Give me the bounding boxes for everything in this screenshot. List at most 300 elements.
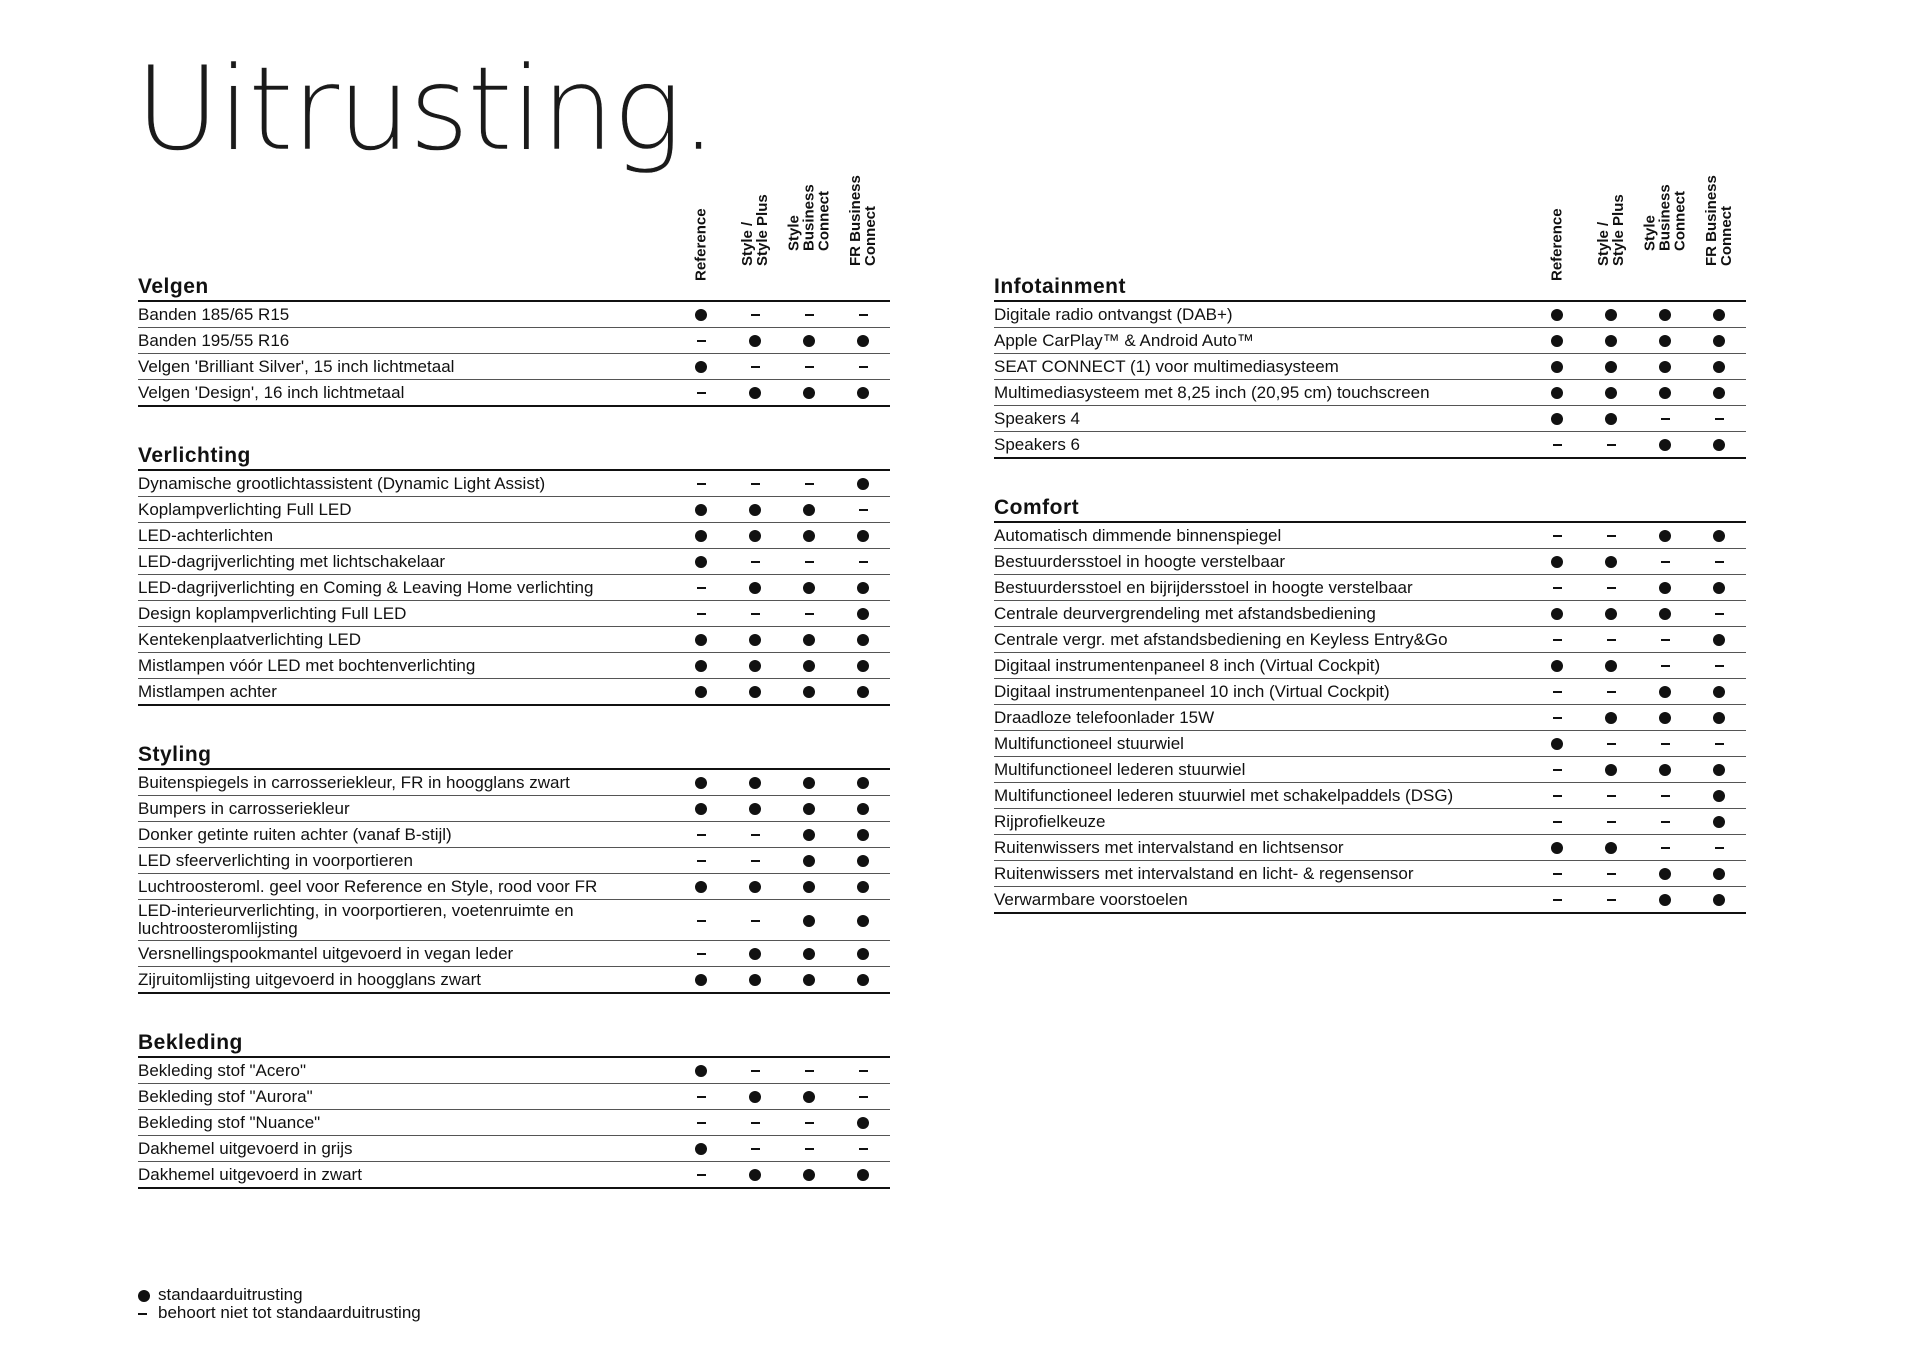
- table-cell: [1584, 839, 1638, 857]
- table-cell: [674, 852, 728, 870]
- dash-icon: [1553, 795, 1562, 797]
- table-cell: [1530, 657, 1584, 675]
- table-cell: [836, 1088, 890, 1106]
- table-cell: [1584, 332, 1638, 350]
- column-headers: [674, 175, 890, 296]
- table-cell: [782, 1062, 836, 1080]
- table-row: [994, 549, 1746, 575]
- filled-dot-icon: [1659, 335, 1671, 347]
- section-title: Bekleding: [138, 1031, 243, 1054]
- table-cell: [1638, 813, 1692, 831]
- dash-icon: [1661, 665, 1670, 667]
- table-cell: [836, 1166, 890, 1184]
- table-cell: [782, 878, 836, 896]
- dash-icon: [805, 483, 814, 485]
- table-row: [138, 380, 890, 407]
- table-cell: [836, 306, 890, 324]
- table-cell: [674, 332, 728, 350]
- filled-dot-icon: [695, 361, 707, 373]
- filled-dot-icon: [857, 881, 869, 893]
- dash-icon: [1553, 821, 1562, 823]
- table-cell: [1584, 358, 1638, 376]
- dash-icon: [1715, 665, 1724, 667]
- dash-icon: [859, 561, 868, 563]
- dash-icon: [1607, 821, 1616, 823]
- table-cell: [1530, 332, 1584, 350]
- table-cell: [1584, 384, 1638, 402]
- column-header: [1584, 192, 1638, 296]
- column-headers: [1530, 175, 1746, 296]
- row-label: LED-achterlichten: [138, 525, 274, 545]
- table-cell: [1638, 761, 1692, 779]
- right-column: [994, 175, 1746, 936]
- filled-dot-icon: [695, 777, 707, 789]
- row-label: Automatisch dimmende binnenspiegel: [994, 525, 1282, 545]
- dash-icon: [1661, 743, 1670, 745]
- dash-icon: [859, 1070, 868, 1072]
- table-cell: [728, 800, 782, 818]
- table-cell: [728, 358, 782, 376]
- filled-dot-icon: [749, 582, 761, 594]
- filled-dot-icon: [1605, 556, 1617, 568]
- table-cell: [728, 1088, 782, 1106]
- table-row: [138, 497, 890, 523]
- table-cell: [1584, 761, 1638, 779]
- table-cell: [836, 1140, 890, 1158]
- dash-icon: [751, 834, 760, 836]
- table-row: [994, 757, 1746, 783]
- filled-dot-icon: [803, 948, 815, 960]
- dash-icon: [1553, 769, 1562, 771]
- table-cell: [1530, 553, 1584, 571]
- filled-dot-icon: [1713, 868, 1725, 880]
- legend-label-not-standard: behoort niet tot standaarduitrusting: [158, 1303, 421, 1322]
- table-row: [138, 523, 890, 549]
- table-cell: [674, 306, 728, 324]
- dash-icon: [1607, 587, 1616, 589]
- filled-dot-icon: [1713, 530, 1725, 542]
- table-row: [994, 302, 1746, 328]
- dash-icon: [697, 483, 706, 485]
- table-cell: [1692, 865, 1746, 883]
- dash-icon: [697, 1122, 706, 1124]
- table-cell: [674, 384, 728, 402]
- column-header-label: Reference: [1548, 208, 1566, 281]
- table-cell: [1692, 813, 1746, 831]
- filled-dot-icon: [1551, 660, 1563, 672]
- row-label: Mistlampen achter: [138, 681, 277, 701]
- filled-dot-icon: [1551, 556, 1563, 568]
- table-cell: [782, 1140, 836, 1158]
- dash-icon: [697, 613, 706, 615]
- table-cell: [1692, 605, 1746, 623]
- table-cell: [1692, 436, 1746, 454]
- filled-dot-icon: [1551, 413, 1563, 425]
- filled-dot-icon: [803, 530, 815, 542]
- dash-icon: [1553, 639, 1562, 641]
- table-cell: [782, 1166, 836, 1184]
- filled-dot-icon: [857, 777, 869, 789]
- row-label: LED-dagrijverlichting met lichtschakelaar: [138, 551, 446, 571]
- table-cell: [674, 1114, 728, 1132]
- row-label: Multifunctioneel lederen stuurwiel: [994, 759, 1246, 779]
- table-cell: [674, 683, 728, 701]
- table-cell: [1530, 787, 1584, 805]
- table-cell: [1692, 527, 1746, 545]
- dash-icon: [1607, 743, 1616, 745]
- filled-dot-icon: [857, 335, 869, 347]
- row-label: LED-dagrijverlichting en Coming & Leaving Home verlichting: [138, 577, 594, 597]
- table-cell: [674, 800, 728, 818]
- dash-icon: [1715, 613, 1724, 615]
- legend-item-standard: [138, 1286, 421, 1304]
- table-row: [138, 941, 890, 967]
- table-row: [138, 1058, 890, 1084]
- dash-icon: [697, 953, 706, 955]
- table-cell: [728, 657, 782, 675]
- table-cell: [782, 332, 836, 350]
- table-cell: [728, 878, 782, 896]
- filled-dot-icon: [1551, 309, 1563, 321]
- filled-dot-icon: [749, 686, 761, 698]
- filled-dot-icon: [803, 1169, 815, 1181]
- filled-dot-icon: [695, 504, 707, 516]
- table-cell: [728, 945, 782, 963]
- table-cell: [674, 911, 728, 929]
- row-label: Bestuurdersstoel in hoogte verstelbaar: [994, 551, 1286, 571]
- table-cell: [1584, 527, 1638, 545]
- dash-icon: [751, 1070, 760, 1072]
- table-cell: [782, 945, 836, 963]
- table-cell: [1584, 306, 1638, 324]
- filled-dot-icon: [803, 803, 815, 815]
- table-row: [994, 406, 1746, 432]
- table-cell: [1638, 358, 1692, 376]
- table-row: [138, 302, 890, 328]
- dash-icon: [1553, 899, 1562, 901]
- page-title: Uitrusting.: [135, 42, 715, 177]
- dash-icon: [1661, 639, 1670, 641]
- filled-dot-icon: [1605, 413, 1617, 425]
- column-header: [782, 184, 836, 296]
- dash-icon: [138, 1304, 158, 1322]
- dash-icon: [805, 1070, 814, 1072]
- table-cell: [674, 1088, 728, 1106]
- table-cell: [1530, 605, 1584, 623]
- row-label: Ruitenwissers met intervalstand en licht- & regensensor: [994, 863, 1414, 883]
- section-header: [994, 175, 1746, 302]
- dash-icon: [1661, 795, 1670, 797]
- table-row: [138, 874, 890, 900]
- table-cell: [1530, 410, 1584, 428]
- table-cell: [836, 384, 890, 402]
- table-row: [138, 354, 890, 380]
- row-label: Zijruitomlijsting uitgevoerd in hoogglans zwart: [138, 969, 481, 989]
- table-row: [994, 887, 1746, 914]
- table-cell: [1530, 527, 1584, 545]
- table-cell: [1638, 735, 1692, 753]
- row-label: Rijprofielkeuze: [994, 811, 1106, 831]
- row-label: Verwarmbare voorstoelen: [994, 889, 1188, 909]
- section-title: Verlichting: [138, 444, 251, 467]
- table-cell: [1584, 553, 1638, 571]
- table-cell: [1530, 813, 1584, 831]
- table-row: [994, 835, 1746, 861]
- dash-icon: [751, 366, 760, 368]
- row-label: Mistlampen vóór LED met bochtenverlichting: [138, 655, 476, 675]
- filled-dot-icon: [1659, 439, 1671, 451]
- table-cell: [1638, 865, 1692, 883]
- table-cell: [674, 1062, 728, 1080]
- row-label: Luchtroosteroml. geel voor Reference en Style, rood voor FR: [138, 876, 598, 896]
- table-row: [138, 328, 890, 354]
- row-label: Banden 195/55 R16: [138, 330, 290, 350]
- filled-dot-icon: [1659, 894, 1671, 906]
- table-cell: [1692, 683, 1746, 701]
- table-row: [994, 575, 1746, 601]
- column-header-label: Style / Style Plus: [1595, 194, 1627, 266]
- filled-dot-icon: [803, 335, 815, 347]
- table-cell: [1530, 761, 1584, 779]
- table-cell: [836, 579, 890, 597]
- table-cell: [836, 878, 890, 896]
- row-label: Multimediasysteem met 8,25 inch (20,95 cm) touchscreen: [994, 382, 1430, 402]
- table-cell: [674, 553, 728, 571]
- row-label: Buitenspiegels in carrosseriekleur, FR in hoogglans zwart: [138, 772, 570, 792]
- table-cell: [836, 332, 890, 350]
- table-row: [994, 679, 1746, 705]
- table-cell: [674, 358, 728, 376]
- table-cell: [1530, 709, 1584, 727]
- table-cell: [1584, 787, 1638, 805]
- dash-icon: [751, 314, 760, 316]
- dash-icon: [751, 860, 760, 862]
- filled-dot-icon: [1659, 582, 1671, 594]
- filled-dot-icon: [749, 881, 761, 893]
- table-cell: [836, 553, 890, 571]
- filled-dot-icon: [1713, 439, 1725, 451]
- filled-dot-icon: [695, 1143, 707, 1155]
- table-row: [138, 549, 890, 575]
- table-cell: [1692, 839, 1746, 857]
- filled-dot-icon: [1605, 660, 1617, 672]
- table-cell: [1584, 631, 1638, 649]
- filled-dot-icon: [1713, 686, 1725, 698]
- table-cell: [674, 1166, 728, 1184]
- dash-icon: [1553, 587, 1562, 589]
- column-header: [1530, 192, 1584, 296]
- table-cell: [782, 911, 836, 929]
- table-row: [994, 705, 1746, 731]
- table-cell: [674, 605, 728, 623]
- table-cell: [1530, 839, 1584, 857]
- dash-icon: [805, 1122, 814, 1124]
- table-cell: [674, 826, 728, 844]
- dash-icon: [697, 1174, 706, 1176]
- table-cell: [1638, 306, 1692, 324]
- filled-dot-icon: [1551, 608, 1563, 620]
- dash-icon: [1661, 418, 1670, 420]
- table-cell: [1638, 527, 1692, 545]
- section-title: Comfort: [994, 496, 1080, 519]
- row-label: Bestuurdersstoel en bijrijdersstoel in hoogte verstelbaar: [994, 577, 1413, 597]
- table-cell: [728, 306, 782, 324]
- filled-dot-icon: [1605, 361, 1617, 373]
- table-cell: [1530, 384, 1584, 402]
- filled-dot-icon: [1659, 712, 1671, 724]
- dash-icon: [751, 920, 760, 922]
- table-cell: [836, 1114, 890, 1132]
- table-cell: [728, 501, 782, 519]
- table-cell: [782, 826, 836, 844]
- filled-dot-icon: [857, 948, 869, 960]
- filled-dot-icon: [695, 634, 707, 646]
- table-cell: [728, 631, 782, 649]
- column-header-label: Style / Style Plus: [739, 194, 771, 266]
- table-cell: [836, 683, 890, 701]
- column-header: [1638, 184, 1692, 296]
- section-title: Styling: [138, 743, 212, 766]
- table-cell: [1530, 579, 1584, 597]
- table-cell: [1530, 865, 1584, 883]
- dash-icon: [697, 1096, 706, 1098]
- dash-icon: [859, 366, 868, 368]
- dash-icon: [1553, 691, 1562, 693]
- filled-dot-icon: [803, 387, 815, 399]
- table-cell: [1584, 410, 1638, 428]
- filled-dot-icon: [803, 634, 815, 646]
- table-cell: [1638, 436, 1692, 454]
- table-cell: [836, 657, 890, 675]
- filled-dot-icon: [857, 478, 869, 490]
- dash-icon: [1607, 873, 1616, 875]
- table-cell: [1638, 631, 1692, 649]
- column-header-label: FR Business Connect: [847, 175, 879, 266]
- table-section: [138, 1016, 890, 1189]
- filled-dot-icon: [749, 660, 761, 672]
- row-label: Bekleding stof "Nuance": [138, 1112, 321, 1132]
- dash-icon: [1661, 847, 1670, 849]
- table-cell: [1692, 891, 1746, 909]
- table-cell: [1692, 384, 1746, 402]
- table-cell: [1638, 683, 1692, 701]
- table-cell: [728, 1166, 782, 1184]
- table-cell: [1692, 332, 1746, 350]
- row-label: Versnellingspookmantel uitgevoerd in vegan leder: [138, 943, 514, 963]
- row-label: Design koplampverlichting Full LED: [138, 603, 407, 623]
- row-label: Velgen 'Brilliant Silver', 15 inch lichtmetaal: [138, 356, 455, 376]
- table-cell: [1638, 410, 1692, 428]
- table-cell: [1584, 735, 1638, 753]
- dash-icon: [1661, 561, 1670, 563]
- row-label: Bumpers in carrosseriekleur: [138, 798, 350, 818]
- table-row: [994, 809, 1746, 835]
- filled-dot-icon: [1713, 764, 1725, 776]
- table-cell: [782, 1114, 836, 1132]
- filled-dot-icon: [1605, 842, 1617, 854]
- column-header-label: Style Business Connect: [1641, 184, 1689, 251]
- filled-dot-icon: [695, 1065, 707, 1077]
- table-cell: [674, 501, 728, 519]
- filled-dot-icon: [857, 582, 869, 594]
- table-cell: [1638, 605, 1692, 623]
- section-header: [138, 1016, 890, 1058]
- table-cell: [782, 657, 836, 675]
- table-row: [138, 822, 890, 848]
- dash-icon: [1553, 717, 1562, 719]
- table-cell: [674, 657, 728, 675]
- dash-icon: [1607, 795, 1616, 797]
- table-cell: [1692, 735, 1746, 753]
- row-label: Velgen 'Design', 16 inch lichtmetaal: [138, 382, 405, 402]
- filled-dot-icon: [803, 660, 815, 672]
- filled-dot-icon: [803, 915, 815, 927]
- row-label: Multifunctioneel lederen stuurwiel met schakelpaddels (DSG): [994, 785, 1454, 805]
- filled-dot-icon: [1659, 387, 1671, 399]
- dash-icon: [859, 314, 868, 316]
- filled-dot-icon: [749, 777, 761, 789]
- table-cell: [782, 358, 836, 376]
- table-cell: [1692, 410, 1746, 428]
- table-cell: [1530, 735, 1584, 753]
- table-cell: [1692, 631, 1746, 649]
- row-label: Koplampverlichting Full LED: [138, 499, 352, 519]
- table-cell: [1530, 891, 1584, 909]
- table-row: [994, 861, 1746, 887]
- table-cell: [728, 1062, 782, 1080]
- table-cell: [836, 501, 890, 519]
- table-cell: [1692, 579, 1746, 597]
- table-row: [994, 380, 1746, 406]
- table-cell: [1584, 436, 1638, 454]
- table-row: [138, 1084, 890, 1110]
- row-label: Apple CarPlay™ & Android Auto™: [994, 330, 1254, 350]
- dash-icon: [697, 340, 706, 342]
- dash-icon: [751, 613, 760, 615]
- filled-dot-icon: [857, 974, 869, 986]
- row-label: Multifunctioneel stuurwiel: [994, 733, 1184, 753]
- table-cell: [782, 475, 836, 493]
- table-cell: [1530, 631, 1584, 649]
- filled-dot-icon: [857, 530, 869, 542]
- table-cell: [836, 1062, 890, 1080]
- table-cell: [836, 774, 890, 792]
- table-cell: [1638, 384, 1692, 402]
- table-row: [138, 679, 890, 706]
- dash-icon: [1715, 418, 1724, 420]
- table-cell: [836, 605, 890, 623]
- table-cell: [836, 852, 890, 870]
- dash-icon: [805, 314, 814, 316]
- filled-dot-icon: [803, 974, 815, 986]
- row-label: Speakers 6: [994, 434, 1080, 454]
- table-cell: [1692, 657, 1746, 675]
- table-cell: [836, 358, 890, 376]
- filled-dot-icon: [749, 504, 761, 516]
- table-cell: [728, 774, 782, 792]
- filled-dot-icon: [857, 1169, 869, 1181]
- filled-dot-icon: [1551, 361, 1563, 373]
- filled-dot-icon: [1605, 335, 1617, 347]
- filled-dot-icon: [803, 504, 815, 516]
- row-label: Donker getinte ruiten achter (vanaf B-stijl): [138, 824, 452, 844]
- table-cell: [782, 631, 836, 649]
- table-row: [138, 601, 890, 627]
- table-cell: [728, 384, 782, 402]
- section-title: Infotainment: [994, 275, 1126, 298]
- row-label: Digitale radio ontvangst (DAB+): [994, 304, 1233, 324]
- table-cell: [782, 501, 836, 519]
